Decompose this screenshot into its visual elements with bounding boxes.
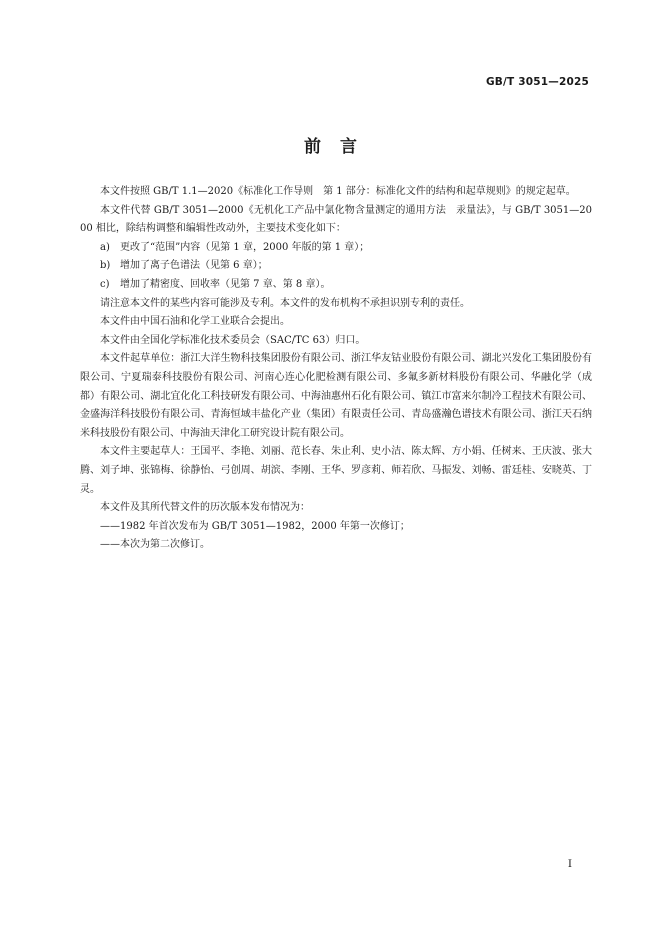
paragraph-proposer: 本文件由中国石油和化学工业联合会提出。 <box>100 316 290 328</box>
history-item: ——1982 年首次发布为 GB/T 3051—1982，2000 年第一次修订； <box>100 520 410 532</box>
paragraph-technical-committee: 本文件由全国化学标准化技术委员会（SAC/TC 63）归口。 <box>100 334 366 346</box>
list-item-text: 增加了离子色谱法（见第 6 章）； <box>120 260 268 272</box>
paragraph-patent-notice: 请注意本文件的某些内容可能涉及专利。本文件的发布机构不承担识别专利的责任。 <box>100 297 470 309</box>
paragraph-drafting-rules: 本文件按照 GB/T 1.1—2020《标准化工作导则 第 1 部分：标准化文件的结构和起草规则》的规定起草。 <box>100 186 576 197</box>
page-number: I <box>567 858 572 870</box>
history-item: ——本次为第二次修订。 <box>100 539 210 551</box>
list-item-mark: a) <box>100 241 110 253</box>
standard-code: GB/T 3051—2025 <box>485 76 589 88</box>
paragraph-drafters: 本文件主要起草人：王国平、李艳、刘丽、范长春、朱止利、史小洁、陈太辉、方小娟、任树来、王庆波、张大腾、刘子坤、张锦梅、徐静怡、弓创周、胡滨、李刚、王华、罗彦莉、师若欣、马振发、刘畅、雷廷桂、安晓英、丁灵。 <box>80 446 592 495</box>
list-item <box>80 257 592 276</box>
page-title: 前 言 <box>304 137 358 157</box>
paragraph-replacement: 本文件代替 GB/T 3051—2000《无机化工产品中氯化物含量测定的通用方法 汞量法》，与 GB/T 3051—2000 相比，除结构调整和编辑性改动外，主要技术变化如下： <box>80 204 592 235</box>
list-item-text: 增加了精密度、回收率（见第 7 章、第 8 章）。 <box>120 278 331 290</box>
list-item-text: 更改了“范围”内容（见第 1 章，2000 年版的第 1 章）； <box>120 241 370 253</box>
paragraph-drafting-units: 本文件起草单位：浙江大洋生物科技集团股份有限公司、浙江华友钴业股份有限公司、湖北兴发化工集团股份有限公司、宁夏瑞泰科技股份有限公司、河南心连心化肥检测有限公司、多氟多新材料股份有限公司、华融化学（成都）有限公司、湖北宜化化工科技研发有限公司、中海油惠州石化有限公司、镇江市富来尔制冷工程技术有限公司、金盛海洋科技股份有限公司、青海恒域丰盐化产业（集团）有限责任公司、青岛盛瀚色谱技术有限公司、浙江天石纳米科技股份有限公司、中海油天津化工研究设计院有限公司。 <box>80 353 592 439</box>
list-item-mark: b) <box>100 260 111 272</box>
foreword-body <box>80 183 592 555</box>
list-item-mark: c) <box>100 278 110 290</box>
paragraph-history-intro: 本文件及其所代替文件的历次版本发布情况为： <box>100 502 310 514</box>
list-item <box>80 239 592 258</box>
list-item <box>80 276 592 295</box>
